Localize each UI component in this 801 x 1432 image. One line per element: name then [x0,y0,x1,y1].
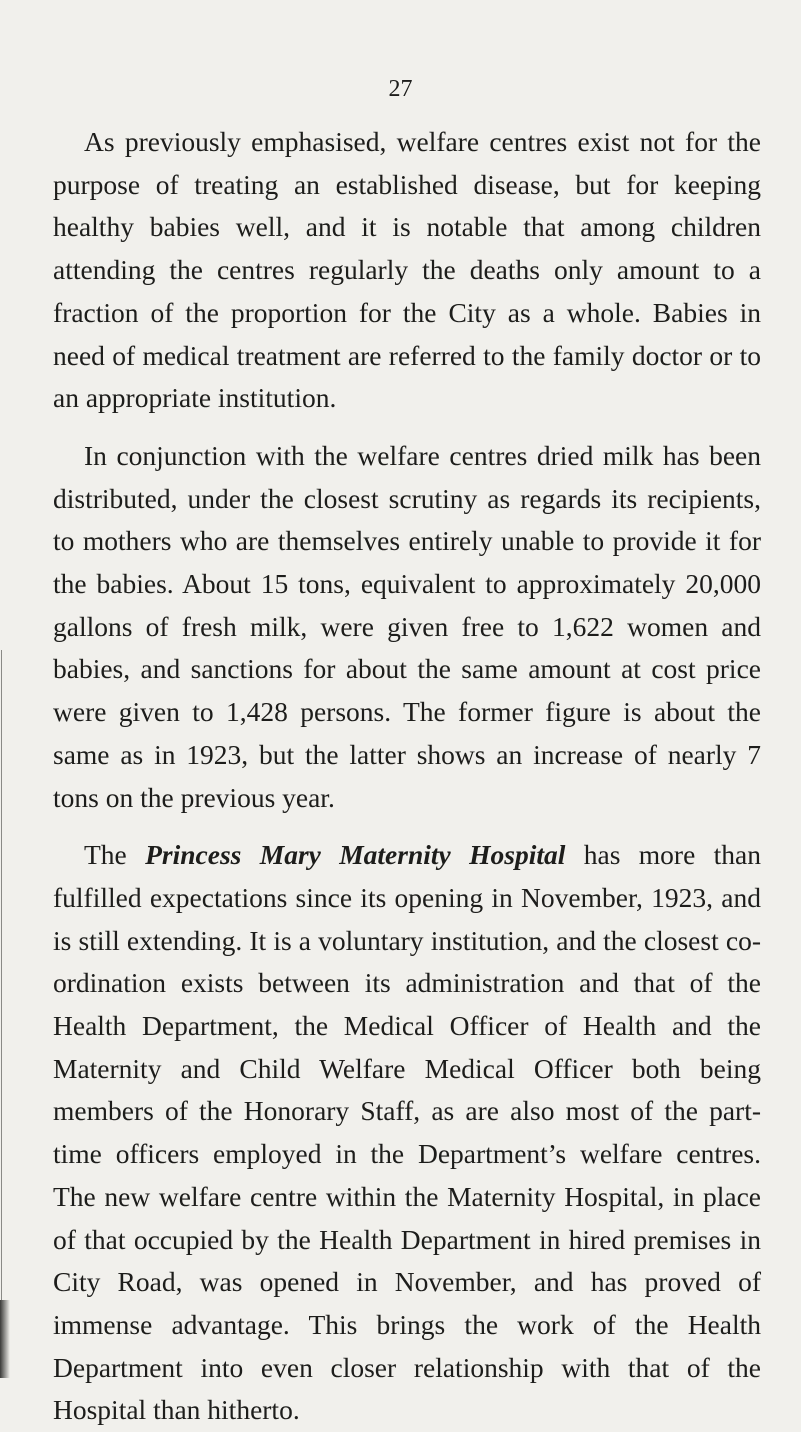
hospital-name: Princess Mary Maternity Hospital [145,839,566,871]
paragraph-welfare-centres: As previously emphasised, welfare centres exist not for the purpose of treating an established disease, but for keeping healthy babies well, and it is notable that among children attending the centres regularly the deaths only amount to a fraction of the proportion for the City as a whole. Babies in need of medical treatment are referred to the family doctor or to an appropriate institution. [53,126,761,414]
paragraph-body: has more than fulfilled expectations since its opening in November, 1923, and is still extending. It is a voluntary institution, and the closest co-ordination exists between its administration and that of the Health Department, the Medical Officer of Health and the Maternity and Child Welfare Medical Officer both being members of the Honorary Staff, as are also most of the part-time officers employed in the Department’s welfare centres. The new welfare centre within the Maternity Hospital, in place of that occupied by the Health Department in hired premises in City Road, was opened in November, and has proved of immense advantage. This brings the work of the Health Department into even closer relationship with that of the Hospital than hitherto. [53,839,761,1426]
paragraph-lead: The [84,839,146,871]
body-text [53,121,761,1432]
paragraph-maternity-hospital [53,834,761,1432]
page-number: 27 [388,76,413,102]
page-edge-line [1,650,2,1378]
paragraph-dried-milk: In conjunction with the welfare centres dried milk has been distributed, under the closest scrutiny as regards its recipients, to mothers who are themselves entirely unable to provide it for the babies. About 15 tons, equivalent to approximately 20,000 gallons of fresh milk, were given free to 1,622 women and babies, and sanctions for about the same amount at cost price were given to 1,428 persons. The former figure is about the same as in 1923, but the latter shows an increase of nearly 7 tons on the previous year. [53,439,761,813]
page-edge-shadow [0,1300,10,1378]
